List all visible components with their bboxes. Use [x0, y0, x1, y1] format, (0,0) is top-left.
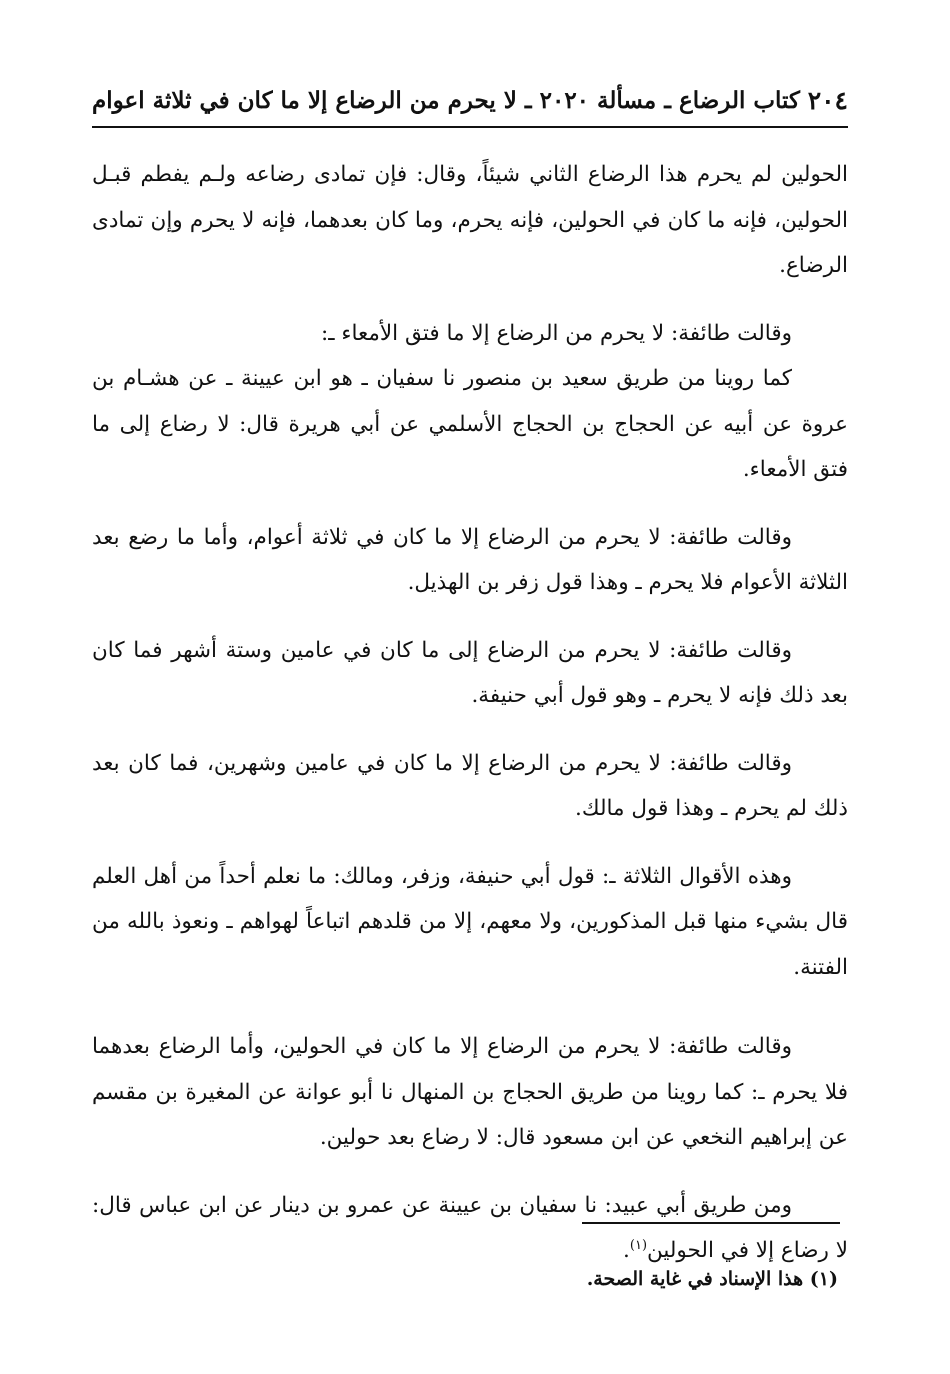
paragraph: وقالت طائفة: لا يحرم من الرضاع إلا ما كان في ثلاثة أعوام، وأما ما رضع بعد الثلاثة الأعوام فلا يحرم ـ وهذا قول زفر بن الهذيل. — [92, 524, 848, 595]
paragraph-text: ومن طريق أبي عبيد: نا سفيان بن عيينة عن عمرو بن دينار عن ابن عباس قال: لا رضاع إلا في الحولين — [92, 1192, 848, 1263]
paragraph: وقالت طائفة: لا يحرم من الرضاع إلا ما كان في عامين وشهرين، فما كان بعد ذلك لم يحرم ـ وهذا قول مالك. — [92, 750, 848, 821]
footnote-divider — [582, 1222, 840, 1224]
paragraph: وقالت طائفة: لا يحرم من الرضاع إلا ما كان في الحولين، وأما الرضاع بعدهما فلا يحرم ـ: كما روينا من طريق الحجاج بن المنهال نا أبو عوانة عن المغيرة بن مقسم عن إبراهيم النخعي عن ابن مسعود قال: لا رضاع بعد حولين. — [92, 1034, 848, 1150]
running-title: كتاب الرضاع ـ مسألة ٢٠٢٠ ـ لا يحرم من الرضاع إلا ما كان في ثلاثة اعوام — [92, 86, 800, 114]
paragraph: وقالت طائفة: لا يحرم من الرضاع إلا ما فتق الأمعاء ـ: — [320, 320, 792, 346]
paragraph-continued: الحولين لم يحرم هذا الرضاع الثاني شيئاً، وقال: فإن تمادى رضاعه ولـم يفطم قبـل الحولين، فإنه ما كان في الحولين، فإنه يحرم، وما كان بعدهما، فإنه لا يحرم وإن تمادى الرضاع. — [92, 162, 848, 278]
running-header — [92, 78, 848, 122]
footnote-reference: (١) — [629, 1237, 648, 1253]
paragraph: كما روينا من طريق سعيد بن منصور نا سفيان ـ هو ابن عيينة ـ عن هشـام بن عروة عن أبيه عن الحجاج بن الحجاج الأسلمي عن أبي هريرة قال: لا رضاع إلى ما فتق الأمعاء. — [92, 366, 848, 482]
main-text — [92, 152, 848, 1274]
footnote: (١) هذا الإسناد في غاية الصحة. — [586, 1268, 838, 1290]
paragraph: وهذه الأقوال الثلاثة ـ: قول أبي حنيفة، وزفر، ومالك: ما نعلم أحداً من أهل العلم قال بشيء منها قبل المذكورين، ولا معهم، إلا من قلدهم اتباعاً لهواهم ـ ونعوذ بالله من الفتنة. — [92, 863, 848, 980]
paragraph-last — [92, 1183, 848, 1274]
paragraph-end: . — [623, 1238, 630, 1263]
page-number: ٢٠٤ — [807, 85, 848, 115]
paragraph: وقالت طائفة: لا يحرم من الرضاع إلى ما كان في عامين وستة أشهر فما كان بعد ذلك فإنه لا يحرم ـ وهو قول أبي حنيفة. — [92, 637, 848, 708]
header-divider — [92, 126, 848, 128]
